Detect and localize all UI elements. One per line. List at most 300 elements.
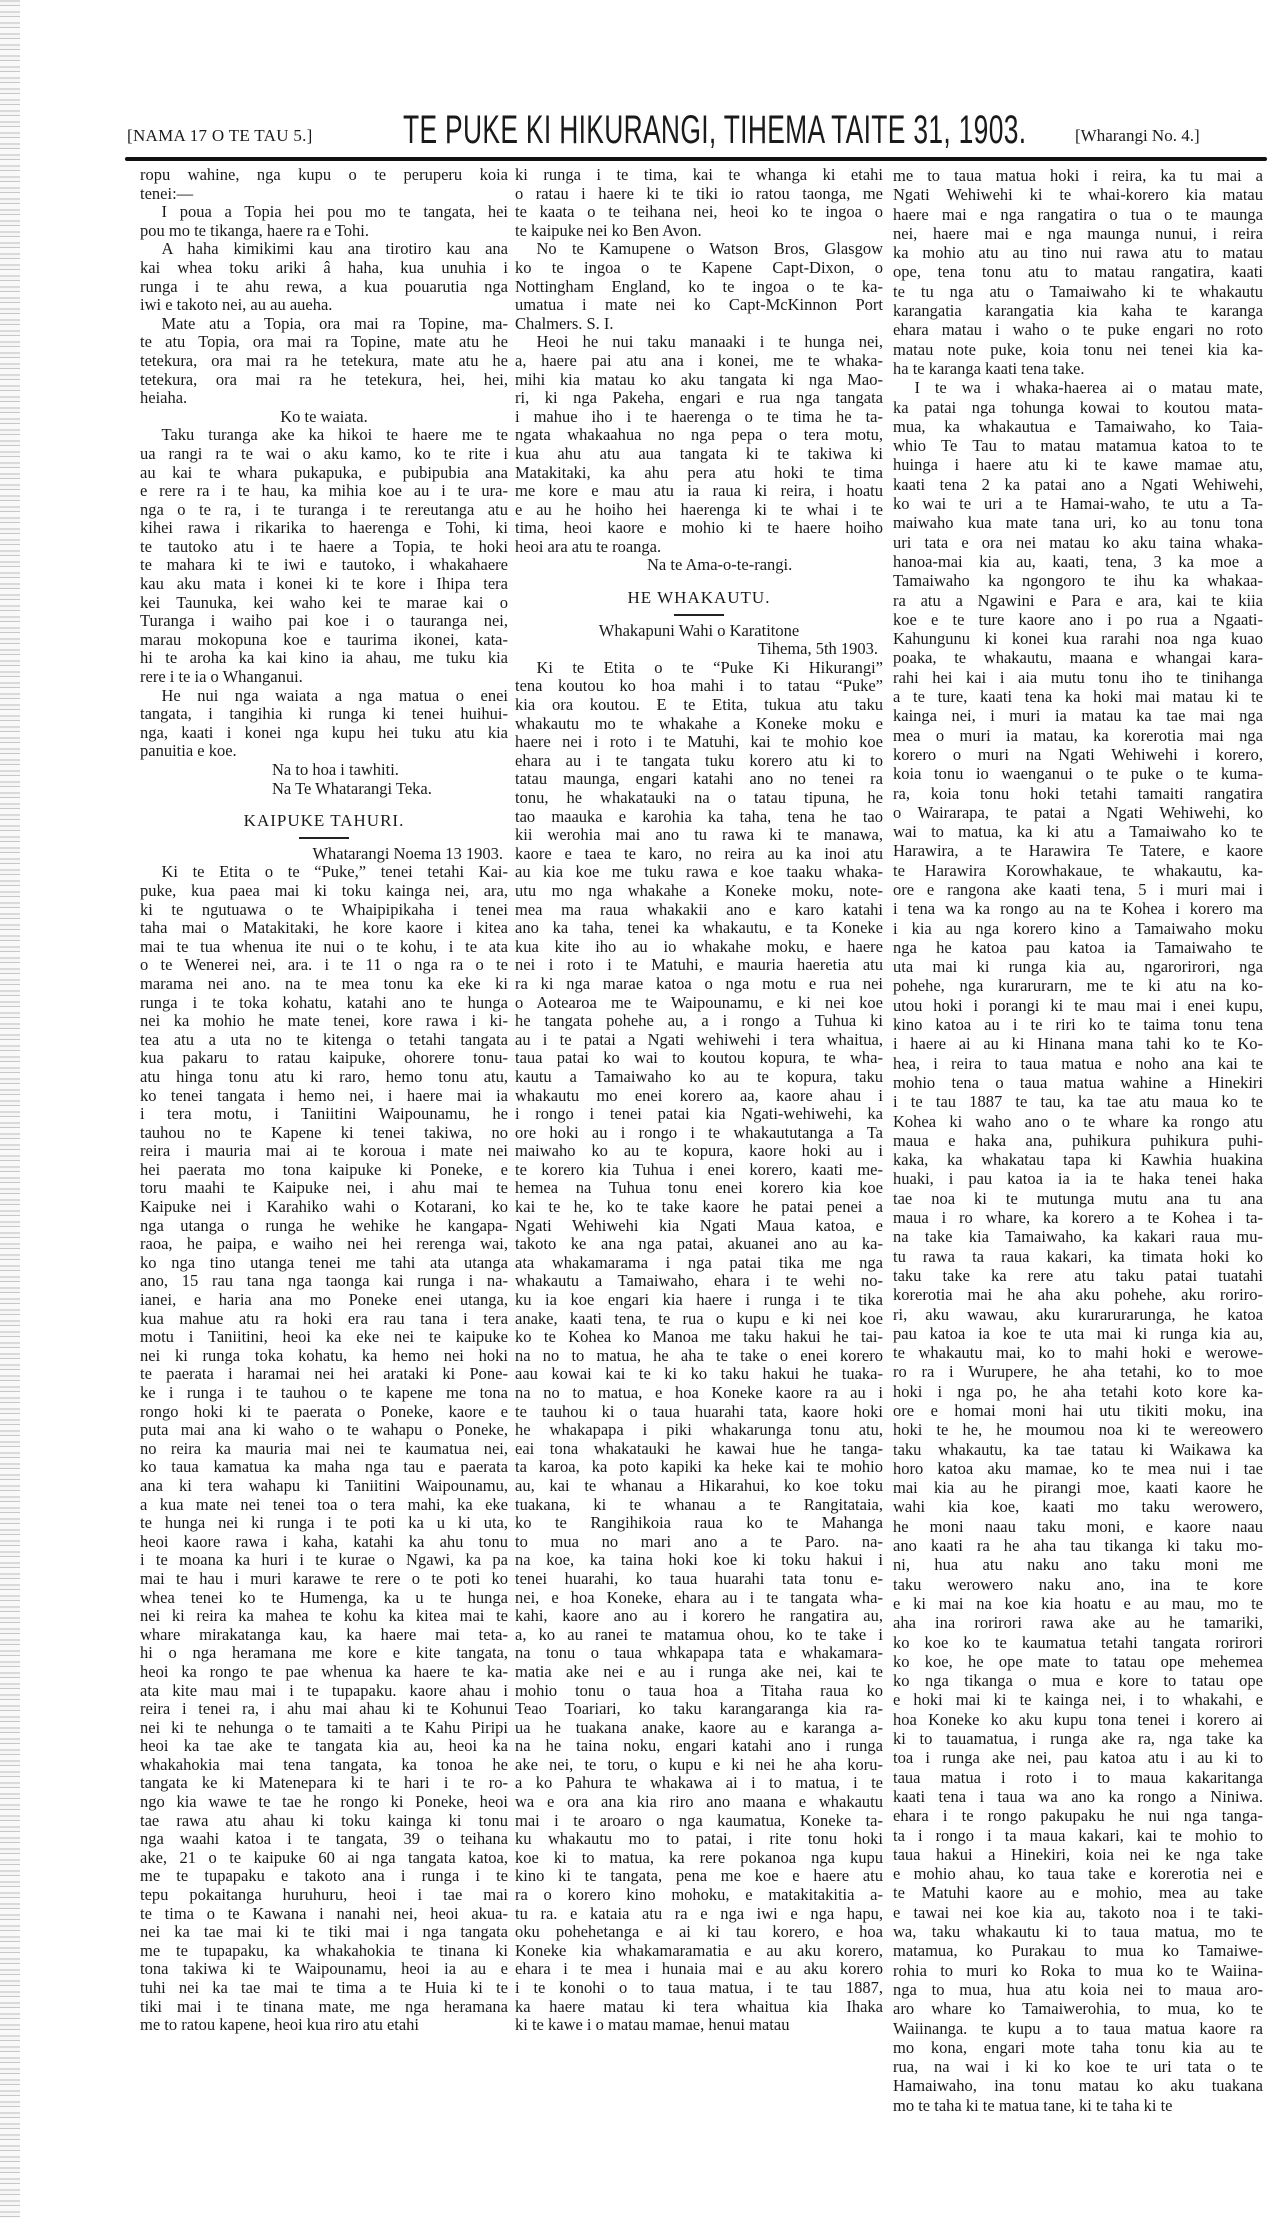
paragraph — [893, 378, 1263, 2115]
text-line: tuhi nei ka tae mai te tima a te Huia ki te — [140, 1979, 508, 1997]
text-line: kainga nei, i muri ia matau ka tae mai nga — [893, 706, 1263, 726]
text-line: heiaha. — [140, 389, 188, 408]
text-line: maiwaho kua mate tana uri, ko au tonu tona — [893, 513, 1263, 533]
text-line: mai i te aroaro o nga kaumatua, Koneke ta- — [515, 1811, 883, 1830]
text-line: nga o te ra, i te turanga i te rereutanga atu — [140, 500, 508, 519]
text-line: nei, haere mai e nga maunga nunui, i reira — [893, 223, 1263, 243]
text-line: te paerata i haramai nei hei arataki ki Pone- — [140, 1365, 508, 1384]
text-line: i te konohi o to taua matua, i te tau 1887, — [515, 1979, 883, 1997]
column-2 — [515, 166, 883, 2035]
paragraph — [140, 863, 508, 2034]
text-line: matia ake nei e au i runga ake nei, kai te — [515, 1662, 883, 1681]
text-line: nei ka mohio he mate tenei, kore rawa i ki- — [140, 1012, 508, 1031]
text-line: reira i mauria mai ai te koroua i mate nei — [140, 1142, 508, 1161]
text-line: koia tonu io waenganui o te puke o te kuma- — [893, 764, 1263, 784]
masthead-rule — [125, 157, 1267, 161]
text-line: ko nga tino utanga tenei me tahi ata utanga — [140, 1253, 508, 1272]
text-line: maiwaho ko au te kopura, kaore hoki au i — [515, 1142, 883, 1161]
signature: Na Te Whatarangi Teka. — [272, 778, 432, 798]
text-line: e mohio ahau, ko taua take e korerotia nei e — [893, 1864, 1263, 1884]
text-line: tae noa ki te mutunga mutu ana tu ana — [893, 1188, 1263, 1208]
text-line: whea tenei ko te Humenga, ka u te hunga — [140, 1588, 508, 1607]
text-line: pau katoa ia koe te uta mai ki runga kia au, — [893, 1323, 1263, 1343]
text-line: mo te taha ki te matua tane, ki te taha ki te — [893, 2095, 1173, 2115]
text-line: ha te karanga kaati tena take. — [893, 358, 1085, 378]
text-line: panuitia e koe. — [140, 742, 237, 761]
text-line: puke, kua paea mai ki toku kainga nei, ara, — [140, 881, 508, 900]
text-line: tenei:— — [140, 184, 194, 203]
text-line: tena koutou ko hoa mahi i to tatau “Puke” — [515, 677, 883, 696]
text-line: mai te hau i muri karawe te rere o te poti ko — [140, 1569, 508, 1588]
text-line: na koe, ka taina hoki koe ki toku hakui i — [515, 1551, 883, 1570]
text-line: utou hoki i porangi ki te mau mai i enei kupu, — [893, 995, 1263, 1015]
text-line: nga, kaati i konei nga kupu hei tuku atu kia — [140, 723, 508, 742]
text-line: e ki mai na koe kia hoatu e au mau, mo te — [893, 1593, 1263, 1613]
text-line: kai te he, ko te take kaore he patai penei a — [515, 1198, 883, 1217]
text-line: au i te patai a Ngati wehiwehi i tera whaitua, — [515, 1030, 883, 1049]
text-line: i mahue iho i te haerenga o te tima he ta- — [515, 407, 883, 426]
text-line: Ngati Wehiwehi ki te whai-korero kia matau — [893, 185, 1263, 205]
text-line: wahi kia koe, kaati mo taku werowero, — [893, 1497, 1263, 1517]
text-line: uri tata e ora nei matau ko aku taina whaka- — [893, 532, 1263, 552]
text-line: tauhou no te Kapene ki tenei takiwa, no — [140, 1123, 508, 1142]
text-line: nei ka tae mai ki te tiki mai i nga tangata — [140, 1923, 508, 1942]
text-line: hea, i reira to taua matua e noho ana kai te — [893, 1053, 1263, 1073]
text-line: ake, 21 o te kaipuke 60 ai nga tangata katoa, — [140, 1848, 508, 1867]
text-line: pohehe, nga kurarurarn, me te ki atu na ko- — [893, 976, 1263, 996]
text-line: Ki te Etita o te “Puke Ki Hikurangi” — [536, 658, 883, 677]
text-line: nei, e hoa Koneke, ehara au i te tangata wha- — [515, 1588, 883, 1607]
text-line: i tera motu, i Taniitini Waipounamu, he — [140, 1105, 508, 1124]
text-line: heoi ara atu te roanga. — [515, 537, 662, 556]
text-line: te tauhou ki o taua huarahi tata, kaore hoki — [515, 1402, 883, 1421]
text-line: ano ka taha, tenei ka whakautu, e ta Koneke — [515, 919, 883, 938]
text-line: a ko Pahura te whakawa ai i to matua, i te — [515, 1774, 883, 1793]
text-line: Harawira, a te Harawira Te Tatere, e kaore — [893, 841, 1263, 861]
text-line: marau mokopuna koe e taurima ikonei, kata- — [140, 630, 508, 649]
text-line: whakautu mo enei korero aa, kaore ahau i — [515, 1086, 883, 1105]
text-line: Mate atu a Topia, ora mai ra Topine, ma- — [161, 314, 508, 333]
text-line: Kaipuke nei i Karahiko wahi o Kotarani, ko — [140, 1198, 508, 1217]
text-line: o Aotearoa me te Waipounamu, e ki nei koe — [515, 993, 883, 1012]
text-line: te Harawira Korowhakaue, te whakautu, ka- — [893, 860, 1263, 880]
text-line: ehara matau i waho o te puke engari no roto — [893, 320, 1263, 340]
text-line: me to ratou kapene, heoi kua riro atu etahi — [140, 2016, 420, 2035]
text-line: iwi e takoto nei, au au aueha. — [140, 296, 333, 315]
text-line: i rongo i tenei patai kia Ngati-wehiwehi, ka — [515, 1105, 883, 1124]
text-line: rahi hei kai i aia mutu tonu iho te tinihanga — [893, 667, 1263, 687]
text-line: rohia to muri ko Roka to mua ko te Waiina- — [893, 1960, 1263, 1980]
text-line: hoki i nga po, he aha tetahi koto kore ka- — [893, 1381, 1263, 1401]
text-line: tea atu a uta no te kitenga o tetahi tangata — [140, 1030, 508, 1049]
text-line: korero o muri na Ngati Wehiwehi i korero, — [893, 744, 1263, 764]
paragraph — [140, 687, 508, 761]
text-line: ore e rangona ake kaati tena, 5 i muri mai i — [893, 879, 1263, 899]
text-line: na tonu o taua whkapapa tata e whakamara- — [515, 1644, 883, 1663]
text-line: ka mohio atu au tino nui rawa atu to matau — [893, 243, 1263, 263]
text-line: wa e ora ana kia riro ano maana e whakautu — [515, 1793, 883, 1812]
text-line: Kohea ki waho ano o te whare ka rongo atu — [893, 1111, 1263, 1131]
text-line: koe e te ture kaore ano i po rua a Ngaati- — [893, 609, 1263, 629]
text-line: tangata, i tangihia ki runga ki tenei huihui- — [140, 705, 508, 724]
text-line: ra atu a Ngawini e Para e ara, kai te kiia — [893, 590, 1263, 610]
text-line: a, haere pai atu ana i konei, me te whaka- — [515, 351, 883, 370]
text-line: hi o nga heramana me kore e kite tangata, — [140, 1644, 508, 1663]
text-line: karangatia karangatia kia kaha te karanga — [893, 301, 1263, 321]
text-line: He nui nga waiata a nga matua o enei — [161, 686, 508, 705]
text-line: poaka, te whakautu, maana e whangai kara- — [893, 648, 1263, 668]
column-1 — [140, 166, 508, 2035]
text-line: nei ki reira ka mahea te kohu ka kitea mai te — [140, 1607, 508, 1626]
text-line: nei ki te nehunga o te tamaiti a te Kahu Piripi — [140, 1718, 508, 1737]
paragraph — [140, 203, 508, 240]
text-line: runga i te toka kohatu, katahi ano te hunga — [140, 993, 508, 1012]
text-line: wa, taku whakautu ki to taua matua, mo te — [893, 1922, 1263, 1942]
text-line: ku whakautu mo to patai, i rite tonu hoki — [515, 1830, 883, 1849]
text-line: taua patai ko wai to koutou kopura, te wha- — [515, 1049, 883, 1068]
signature: Na te Ama-o-te-rangi. — [647, 555, 793, 575]
text-line: nga to mua, hua atu koia nei to maua aro- — [893, 1979, 1263, 1999]
text-line: taua hakui a Hinekiri, koia nei ke nga take — [893, 1844, 1263, 1864]
text-line: a kua mate nei tenei toa o tera mahi, ka eke — [140, 1495, 508, 1514]
text-line: he moni naau taku moni, e kaore naau — [893, 1516, 1263, 1536]
text-line: ko taua kamatua ka maha nga tau e paerata — [140, 1458, 508, 1477]
text-line: Tamaiwaho ka ngongoro te ihu ka whakaa- — [893, 571, 1263, 591]
text-line: nei ki runga toka kohatu, ka hemo nei hoki — [140, 1346, 508, 1365]
text-line: kua pakaru to ratau kaipuke, ohorere tonu- — [140, 1049, 508, 1068]
text-line: na he taina noku, engari katahi ano i runga — [515, 1737, 883, 1756]
text-line: Chalmers. S. I. — [515, 314, 614, 333]
text-line: tona takiwa ki te Waipounamu, heoi ia au e — [140, 1960, 508, 1979]
text-line: he tangata pohehe au, a i rongo a Tuhua ki — [515, 1012, 883, 1031]
text-line: ka patai nga tohunga kowai to koutou mata- — [893, 397, 1263, 417]
text-line: mai te tua whenua ite nui o te kohu, i te ata — [140, 937, 508, 956]
text-line: tu rawa ta raua kakari, ka timata hoki ko — [893, 1246, 1263, 1266]
paragraph — [140, 315, 508, 408]
text-line: ko te ingoa o te Kapene Capt-Dixon, o — [515, 258, 883, 277]
text-line: No te Kamupene o Watson Bros, Glasgow — [536, 240, 883, 259]
text-line: heoi kaore rawa i kaha, katahi ka ahu tonu — [140, 1532, 508, 1551]
heading-rule — [299, 837, 349, 839]
text-line: kihei rawa i rikarika to haerenga e Tohi, ki — [140, 519, 508, 538]
text-line: kaati tena 2 ka patai ano a Ngati Wehiwehi, — [893, 474, 1263, 494]
text-line: haere nei i roto i te Matuhi, kai te mohio koe — [515, 733, 883, 752]
text-line: maua i ro whare, ka korero a te Kohea i ta- — [893, 1208, 1263, 1228]
text-line: hemea na Tuhua tonu enei korero kia koe — [515, 1179, 883, 1198]
text-line: tao maauka e karohia ka taha, tena he tao — [515, 807, 883, 826]
text-line: mohio tonu o taua hoa a Titaha raua ko — [515, 1681, 883, 1700]
text-line: mea o muri ia matau, ka korerotia mai nga — [893, 725, 1263, 745]
text-line: o te Wenerei nei, ara. i te 11 o nga ra o te — [140, 956, 508, 975]
text-line: ki te ngutuawa o te Whaipipikaha i tenei — [140, 900, 508, 919]
column-3 — [893, 166, 1263, 2115]
text-line: kei Taunuka, kei waho kei te marae kai o — [140, 593, 508, 612]
text-line: ehara i te rongo pakupaku he nui nga tanga- — [893, 1806, 1263, 1826]
text-line: tonu, he whakatauki na o tatau tipuna, he — [515, 789, 883, 807]
text-line: au kia koe me tuku rawa e koe taaku whaka- — [515, 863, 883, 882]
text-line: na no to matua, he aha te take o enei korero — [515, 1346, 883, 1365]
text-line: I poua a Topia hei pou mo te tangata, hei — [161, 203, 508, 222]
text-line: A haha kimikimi kau ana tirotiro kau ana — [161, 240, 508, 259]
text-line: Teao Toariari, ko taku karangaranga kia ra- — [515, 1700, 883, 1719]
text-line: aau kowai kai te ki ko taku hakui he tuaka- — [515, 1365, 883, 1384]
text-line: aha ina rorirori rawa ake au he tamariki, — [893, 1613, 1263, 1633]
text-line: te whakautu mai, ko to mahi hoki e werowe- — [893, 1343, 1263, 1363]
text-line: me to taua matua hoki i reira, ka tu mai a — [893, 166, 1263, 185]
text-line: pou mo te tikanga, haere ra e Tohi. — [140, 221, 370, 240]
heading-rule — [674, 614, 724, 616]
text-line: no reira ka mauria mai nei te kaumatua nei, — [140, 1439, 508, 1458]
text-line: ko te Kohea ko Manoa me taku hakui he tai- — [515, 1328, 883, 1347]
text-line: ata whakamarama i nga patai tika me nga — [515, 1253, 883, 1272]
text-line: ri, aku wawau, aku kurarurarunga, he katoa — [893, 1304, 1263, 1324]
text-line: ku ia koe engari kia haere i runga i te tika — [515, 1291, 883, 1310]
text-line: na no to matua, e hoa Koneke kaore ra au i — [515, 1384, 883, 1402]
text-line: ano, 15 rau tana nga taonga kai runga i na- — [140, 1272, 508, 1291]
paragraph-continued — [893, 166, 1263, 378]
text-line: ko koe ko te kaumatua tetahi tangata rorirori — [893, 1632, 1263, 1652]
text-line: e rere ra i te hau, ka mihia koe au i te ura- — [140, 482, 508, 501]
text-line: eai tona whakatauki he kawai hue he tanga- — [515, 1439, 883, 1458]
text-line: ngo kia wawe te tae he rongo ki Poneke, heoi — [140, 1793, 508, 1812]
text-line: rongo hoki ki te paerata o Poneke, kaore e — [140, 1402, 508, 1421]
text-line: na take kia Tamaiwaho, ka kakari raua mu- — [893, 1227, 1263, 1247]
text-line: ngata whakaahua no nga pepa o tera motu, — [515, 426, 883, 445]
text-line: kua kite iho au io whakahe moku, e haere — [515, 937, 883, 956]
newspaper-title: TE PUKE KI HIKURANGI, TIHEMA TAITE 31, 1903. — [403, 108, 1027, 152]
text-line: raoa, he paipa, e waiho nei hei rerenga wai, — [140, 1235, 508, 1254]
text-line: te Matuhi kaore au e mohio, mea au take — [893, 1883, 1263, 1903]
text-line: ta karoa, ka poto kapiki ka heke kai te mohio — [515, 1458, 883, 1477]
text-line: heoi ka rongo te pae whenua ka haere te ka- — [140, 1662, 508, 1681]
text-line: Koneke kia whakamaramatia e au aku korero, — [515, 1941, 883, 1960]
text-line: horo katoa aku mamae, ko te mea nui i tae — [893, 1458, 1263, 1478]
text-line: taku werowero naku ano, ina te kore — [893, 1574, 1263, 1594]
text-line: mea ma raua whakakii ano e karo katahi — [515, 900, 883, 919]
text-line: tetekura, ora mai ra he tetekura, mate atu he — [140, 351, 508, 370]
text-line: ana ki tera wahapu ki Taniitini Waipounamu, — [140, 1476, 508, 1495]
text-line: huaki, i pau katoa ia ia te haka tenei haka — [893, 1169, 1263, 1189]
paragraph-continued — [515, 166, 883, 240]
text-line: nei i roto i te Matuhi, e mauria haeretia atu — [515, 956, 883, 975]
text-line: oku pohehetanga e ai ki tau korero, e hoa — [515, 1923, 883, 1942]
text-line: mohio tena o taua matua wahine a Hinekiri — [893, 1072, 1263, 1092]
text-line: kai whea toku ariki â haha, kua unuhia i — [140, 258, 508, 277]
text-line: a te ture, kaati tena ka hoki mai matau ki te — [893, 687, 1263, 707]
signature: Na to hoa i tawhiti. — [272, 760, 399, 779]
text-line: ano kaati ra he aha tau tikanga ki taku mo- — [893, 1536, 1263, 1556]
text-line: korerotia mai he aha aku pohehe, aku roriro- — [893, 1285, 1263, 1305]
text-line: mua, ka whakautua e Tamaiwaho, ko Taia- — [893, 416, 1263, 436]
text-line: ko koe, he ope mate to tatau ope mehemea — [893, 1651, 1263, 1671]
text-line: ko wai te uri a te Hamai-waho, te utu a Ta- — [893, 494, 1263, 514]
text-line: kii werohia mai ano tu rawa ki te manawa, — [515, 826, 883, 845]
text-line: ki runga i te tima, kai te whanga ki etahi — [515, 166, 883, 184]
masthead — [0, 0, 1280, 170]
text-line: tangata ke ki Matenepara ki te hari i te ro- — [140, 1774, 508, 1793]
text-line: te hunga nei ki runga i te poti ka u ki uta, — [140, 1514, 508, 1533]
text-line: hi te aroha ka kai kino ia ahau, me tuku kia — [140, 649, 508, 668]
text-line: Waiinanga. te kupu a to taua matua kaore ra — [893, 2018, 1263, 2038]
text-line: nga he katoa pau katoa ia Tamaiwaho te — [893, 937, 1263, 957]
text-line: ra o korero kino mohoku, e matakitakitia a- — [515, 1886, 883, 1905]
text-line: ra, koia tonu hoki tetahi tamaiti rangatira — [893, 783, 1263, 803]
text-line: ka haere matau ki tera whaitua kia Ihaka — [515, 1997, 883, 2016]
paragraph — [515, 659, 883, 2035]
text-line: ra ki nga marae katoa o nga motu e rua nei — [515, 974, 883, 993]
text-line: te atu Topia, ora mai ra Topine, mate atu he — [140, 333, 508, 352]
text-line: kino ki te tangata, pena me koe e haere atu — [515, 1867, 883, 1886]
text-line: ko te Rangihikoia raua ko te Mahanga — [515, 1514, 883, 1533]
text-line: tepu pokaitanga huruhuru, heoi i tae mai — [140, 1886, 508, 1905]
text-line: au kai te whara pukapuka, e pubipubia ana — [140, 463, 508, 482]
text-line: kau aku mata i konei ki te kore i Ihipa tera — [140, 575, 508, 594]
paragraph — [140, 240, 508, 314]
text-line: runga i te ahu rewa, a kua pouarutia nga — [140, 277, 508, 296]
centered-line: Ko te waiata. — [280, 406, 368, 426]
text-line: te tautoko atu i te haere a Topia, te hoki — [140, 537, 508, 556]
scan-edge — [0, 0, 20, 2218]
text-line: nga utanga o runga he wehike he kangapa- — [140, 1216, 508, 1235]
text-line: i te moana ka huri i te kurae o Ngawi, ka pa — [140, 1551, 508, 1570]
text-line: i kia au nga korero kino a Tamaiwaho moku — [893, 918, 1263, 938]
text-line: whakahokia mai tena tangata, ka tonoa he — [140, 1755, 508, 1774]
text-line: Nottingham England, ko te ingoa o te ka- — [515, 277, 883, 296]
text-line: hanoa-mai kia au, kaati, tena, 3 ka moe a — [893, 551, 1263, 571]
page-number: [Wharangi No. 4.] — [1075, 126, 1200, 145]
text-line: kaore e taea te karo, no reira au ka inoi atu — [515, 844, 883, 863]
text-line: toa i runga ake nei, pau katoa atu i au ki to — [893, 1748, 1263, 1768]
text-line: kua mahue atu ra hoki era rau tana i tera — [140, 1309, 508, 1328]
text-line: hei paerata mo tona kaipuke ki Poneke, e — [140, 1160, 508, 1179]
text-line: ro ra i Wurupere, he aha tetahi, ko to moe — [893, 1362, 1263, 1382]
text-line: tetekura, ora mai ra he tetekura, hei, hei, — [140, 370, 508, 389]
text-line: puta mai ana ki waho o te wahapu o Poneke, — [140, 1421, 508, 1440]
text-line: ta i rongo i ta maua kakari, kai te mohio to — [893, 1825, 1263, 1845]
text-line: o ratau i haere ki te tiki io ratou taonga, me — [515, 184, 883, 203]
text-line: Hamaiwaho, ina tonu matau ko aku tuakana — [893, 2076, 1263, 2096]
text-line: heoi ka tae ake te tangata kia au, heoi ka — [140, 1737, 508, 1756]
text-line: whio Te Tau to matau matamua katoa to te — [893, 436, 1263, 456]
text-line: anake, kaati tena, te rua o kupu e ki nei koe — [515, 1309, 883, 1328]
text-line: ki to tauamatua, i runga ake ra, nga take ka — [893, 1729, 1263, 1749]
text-line: me kore e mau atu ia raua ki reira, i hoatu — [515, 482, 883, 501]
text-line: ua he tuakana anake, kaore au e karanga a- — [515, 1718, 883, 1737]
text-line: tae rawa atu ahau ki toku kainga ki tonu — [140, 1811, 508, 1830]
text-line: hoki te he, he moumou noa ki te wereowero — [893, 1420, 1263, 1440]
text-line: Matakitaki, ka ahu pera atu hoki te tima — [515, 463, 883, 482]
text-line: taua matua i roto i to maua kakaritanga — [893, 1767, 1263, 1787]
text-line: whare mirakatanga kau, ka haere mai teta- — [140, 1625, 508, 1644]
text-line: mo kona, engari mote taha tonu kia au te — [893, 2037, 1263, 2057]
text-line: tuakana, ki te whanau a te Rangitataia, — [515, 1495, 883, 1514]
text-line: kahi, kaore ano au i korero he rangatira au, — [515, 1607, 883, 1626]
text-line: I te wa i whaka-haerea ai o matau mate, — [914, 378, 1263, 398]
text-line: rua, na wai i ki ko koe te uri tata o te — [893, 2057, 1263, 2077]
text-line: te mahara ki te iwi e tautoko, i whakahaere — [140, 556, 508, 575]
text-line: taku whakautu, ka tae tatau ki Waikawa ka — [893, 1439, 1263, 1459]
text-line: ke i runga i te tauhou o te kapene me tona — [140, 1384, 508, 1402]
text-line: tatau maunga, engari katahi ano no tenei ra — [515, 770, 883, 789]
text-line: tenei huarahi, ko taua huarahi tata tonu e- — [515, 1569, 883, 1588]
text-line: ni, hua atu naku ano taku moni me — [893, 1555, 1263, 1575]
text-line: toru maahi te Kaipuke nei, i ahu mai te — [140, 1179, 508, 1198]
text-line: i te tau 1887 te tau, ka tae atu maua ko te — [893, 1092, 1263, 1112]
article-heading: HE WHAKAUTU. — [627, 588, 771, 608]
text-line: tima, heoi kaore e mohio ki te haere hoiho — [515, 519, 883, 538]
text-line: Ki te Etita o te “Puke,” tenei tetahi Kai- — [161, 863, 508, 882]
text-line: ore e homai moni hai utu tikiti moku, ina — [893, 1401, 1263, 1420]
paragraph — [515, 333, 883, 556]
text-line: motu i Taniitini, heoi ka eke nei te kaipuke — [140, 1328, 508, 1347]
text-line: wai to matua, ka ki atu a Tamaiwaho ko te — [893, 822, 1263, 842]
text-line: kia ora koutou. E te Etita, tukua atu taku — [515, 696, 883, 715]
text-line: takoto ke ana nga patai, akuanei ano au ka- — [515, 1235, 883, 1254]
text-line: e hoki mai ki te kainga nei, i to whakahi, e — [893, 1690, 1263, 1710]
text-line: uta mai ki runga kia au, ngarorirori, nga — [893, 957, 1263, 977]
text-line: matau note puke, koia tonu nei tenei kia ka- — [893, 339, 1263, 359]
text-line: e tawai nei koe kia au, takoto noa i te taki- — [893, 1902, 1263, 1922]
text-line: Kahungunu ki konei kua rarahi noa nga kuao — [893, 629, 1263, 649]
text-line: Taku turanga ake ka hikoi te haere me te — [161, 426, 508, 445]
text-line: mihi kia matau ko aku tangata ki nga Mao- — [515, 370, 883, 389]
text-line: Turanga i waiho pai koe i o tauranga nei, — [140, 612, 508, 631]
text-line: e au he hoiho hei haerenga ki te whai i te — [515, 500, 883, 519]
text-line: he whakapapa i piki whakarunga tonu atu, — [515, 1421, 883, 1440]
text-line: rere i te ia o Whanganui. — [140, 668, 303, 687]
text-line: au, kai te whanau a Hikarahui, ko koe toku — [515, 1476, 883, 1495]
text-line: koe ki to matua, ka rere pokanoa nga kupu — [515, 1848, 883, 1867]
text-line: Heoi he nui taku manaaki i te hunga nei, — [536, 333, 883, 352]
text-line: ki te kawe i o matau mamae, henui matau — [515, 2016, 790, 2035]
text-line: Ngati Wehiwehi kia Ngati Maua katoa, e — [515, 1216, 883, 1235]
text-line: ake nei, te toru, o kupu e ki nei he aha koru- — [515, 1755, 883, 1774]
text-line: a, ko au ranei te matamua ohou, ko te take i — [515, 1625, 883, 1644]
text-line: kino katoa au i te riri ko te taima tonu tena — [893, 1015, 1263, 1035]
paragraph — [140, 426, 508, 686]
text-line: ri, ki nga Pakeha, engari e rua nga tangata — [515, 389, 883, 408]
text-line: ropu wahine, nga kupu o te peruperu koia — [140, 166, 508, 184]
paragraph-continued — [140, 166, 508, 203]
text-line: ehara i te mea i hunaia mai e au aku korero — [515, 1960, 883, 1979]
text-line: kua ahu atu aua tangata ki te takiwa ki — [515, 444, 883, 463]
text-line: o Wairarapa, te patai a Ngati Wehiwehi, ko — [893, 802, 1263, 822]
text-line: taha mai o Matakitaki, he kore kaore i kitea — [140, 919, 508, 938]
text-line: to mua no mari ano a te Paro. na- — [515, 1532, 883, 1551]
text-line: atu hinga tonu atu ki raro, hemo tonu atu, — [140, 1067, 508, 1086]
text-line: haere mai e nga rangatira o tua o te maunga — [893, 204, 1263, 224]
text-line: ata kite mau mai i te tupapaku. kaore ahau i — [140, 1681, 508, 1700]
text-line: ehara au i te tangata tuku korero atu ki to — [515, 751, 883, 770]
text-line: kautu a Tamaiwaho ko au te kopura, taku — [515, 1067, 883, 1086]
text-line: te kaipuke nei ko Ben Avon. — [515, 221, 702, 240]
text-line: matamua, ko Purakau to mua ko Tamaiwe- — [893, 1941, 1263, 1961]
issue-number: [NAMA 17 O TE TAU 5.] — [127, 126, 313, 145]
dateline: Tihema, 5th 1903. — [757, 639, 879, 659]
text-line: marama nei ano. na te mea tonu ka eke ki — [140, 974, 508, 993]
text-line: utu mo nga whakahe a Koneke moku, note- — [515, 881, 883, 900]
text-line: kaka, ka whakatau tapa ki Kawhia huakina — [893, 1150, 1263, 1170]
text-line: te korero kia Tuhua i enei korero, kaati me- — [515, 1160, 883, 1179]
text-line: tiki mai i te tinana mate, me nga heramana — [140, 1997, 508, 2016]
text-line: ore hoki au i rongo i te whakaututanga a Ta — [515, 1123, 883, 1142]
text-line: te kaata o te teihana nei, heoi ko te ingoa o — [515, 203, 883, 222]
text-line: reira i tenei ra, i ahu mai ahau ki te Kohunui — [140, 1700, 508, 1719]
text-line: kaati tena i taua wa ano ka rongo a Niniwa. — [893, 1786, 1263, 1806]
text-line: tu ra. e kataia atu ra e nga iwi e nga hapu, — [515, 1904, 883, 1923]
article-heading: KAIPUKE TAHURI. — [243, 811, 405, 831]
text-line: nga waahi katoa i te tangata, 39 o teihana — [140, 1830, 508, 1849]
